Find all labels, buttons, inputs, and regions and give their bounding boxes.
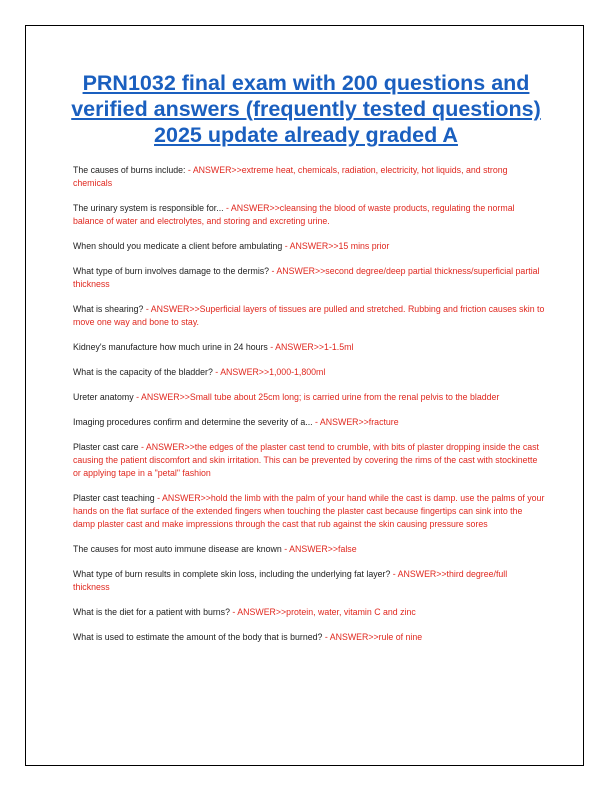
answer-text: - ANSWER>>protein, water, vitamin C and zinc [229,607,416,617]
question-text: Imaging procedures confirm and determine the severity of a... [73,417,313,427]
answer-text: - ANSWER>>Small tube about 25cm long; is carried urine from the renal pelvis to the bladder [133,392,500,402]
question-text: What type of burn involves damage to the dermis? [73,266,270,276]
answer-text: - ANSWER>>extreme heat, chemicals, radiation, electricity, hot liquids, and strong chemicals [73,165,508,188]
answer-text: - ANSWER>>Superficial layers of tissues are pulled and stretched. Rubbing and friction causes skin to move one way and bone to stay. [73,304,545,327]
qa-item [73,416,545,429]
answer-text: - ANSWER>>fracture [312,417,399,427]
answer-text: - ANSWER>>false [281,544,357,554]
qa-item [73,568,545,594]
answer-text: - ANSWER>>hold the limb with the palm of your hand while the cast is damp. use the palms of your hands on the flat surface of the extended fingers when touching the plaster cast because fingertips can sink into the damp plaster cast and make impressions through the cast that rub against the skin causing pressure sores [73,493,545,529]
qa-item [73,441,545,480]
qa-item [73,341,545,354]
answer-text: - ANSWER>>third degree/full thickness [73,569,508,592]
question-text: What type of burn results in complete skin loss, including the underlying fat layer? [73,569,391,579]
question-text: Plaster cast care [73,442,139,452]
question-text: What is shearing? [73,304,144,314]
document-title: PRN1032 final exam with 200 questions and verified answers (frequently tested questions) 2025 update already graded A [71,71,541,147]
qa-item [73,492,545,531]
question-text: Plaster cast teaching [73,493,155,503]
qa-list [73,164,545,656]
qa-item [73,606,545,619]
question-text: When should you medicate a client before ambulating [73,241,283,251]
qa-item [73,543,545,556]
question-text: The causes for most auto immune disease are known [73,544,282,554]
qa-item [73,240,545,253]
qa-item [73,366,545,379]
answer-text: - ANSWER>>1,000-1,800ml [212,367,326,377]
qa-item [73,265,545,291]
answer-text: - ANSWER>>the edges of the plaster cast tend to crumble, with bits of plaster dropping inside the cast causing the patient discomfort and skin irritation. This can be prevented by covering the rims of the cast with stockinette or applying tape in a "petal" fashion [73,442,539,478]
question-text: What is the capacity of the bladder? [73,367,213,377]
qa-item [73,303,545,329]
answer-text: - ANSWER>>1-1.5ml [267,342,354,352]
answer-text: - ANSWER>>cleansing the blood of waste products, regulating the normal balance of water and electrolytes, and storing and excreting urine. [73,203,515,226]
answer-text: - ANSWER>>second degree/deep partial thickness/superficial partial thickness [73,266,540,289]
qa-item [73,631,545,644]
answer-text: - ANSWER>>15 mins prior [282,241,390,251]
question-text: The causes of burns include: [73,165,186,175]
qa-item [73,202,545,228]
question-text: Ureter anatomy [73,392,134,402]
question-text: What is used to estimate the amount of the body that is burned? [73,632,323,642]
qa-item [73,164,545,190]
question-text: What is the diet for a patient with burns? [73,607,230,617]
answer-text: - ANSWER>>rule of nine [322,632,423,642]
question-text: The urinary system is responsible for... [73,203,224,213]
question-text: Kidney's manufacture how much urine in 24 hours [73,342,268,352]
qa-item [73,391,545,404]
